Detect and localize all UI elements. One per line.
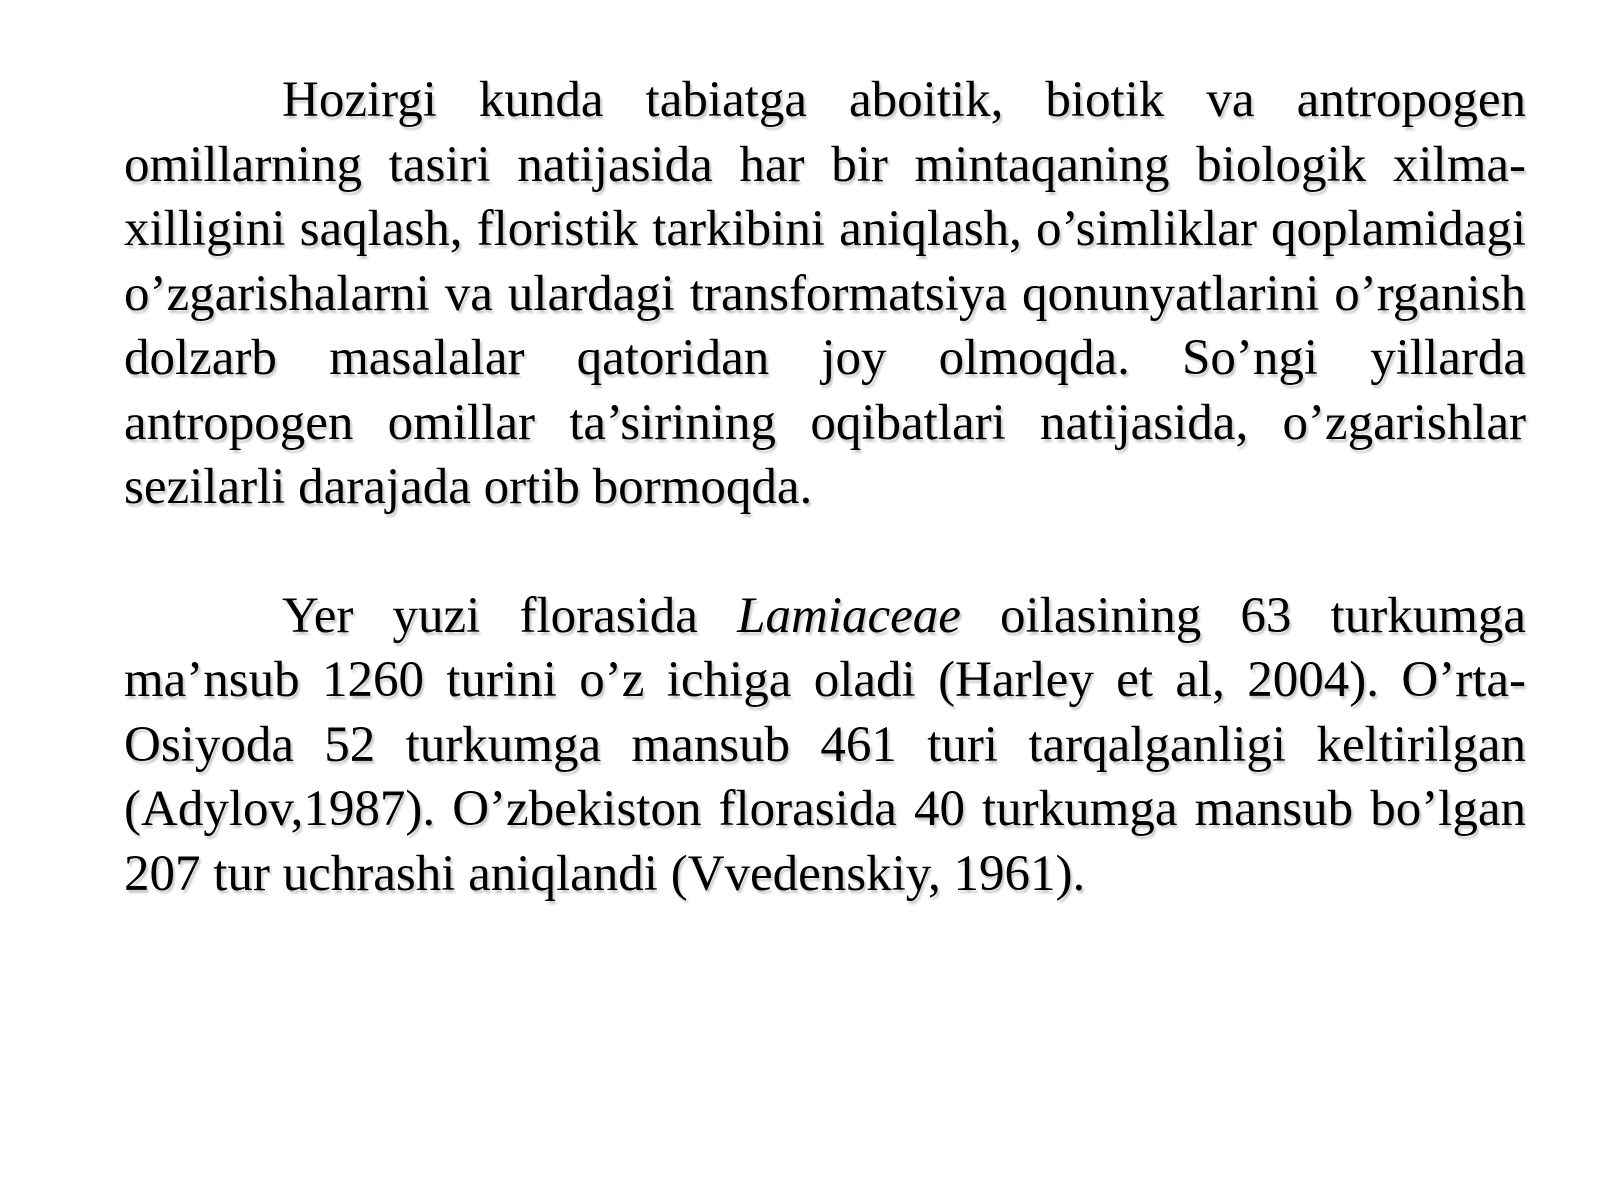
document-page — [124, 68, 1526, 906]
taxon-name: Lamiaceae — [737, 587, 961, 644]
paragraph-2 — [124, 584, 1526, 907]
paragraph-1-text: Hozirgi kunda tabiatga aboitik, biotik va antropogen omillarning tasiri natijasida har bir mintaqaning biologik xilma-xilligini saqlash, floristik tarkibini aniqlash, o’simliklar qoplamidagi o’zgarishalarni va ulardagi transformatsiya qonunyatlarini o’rganish dolzarb masalalar qatoridan joy olmoqda. So’ngi yillarda antropogen omillar ta’sirining oqibatlari natijasida, o’zgarishlar sezilarli darajada ortib bormoqda. — [124, 72, 1526, 515]
paragraph-2-lead: Yer yuzi florasida — [282, 587, 738, 644]
paragraph-2-rest: oilasining 63 turkumga ma’nsub 1260 turini o’z ichiga oladi (Harley et al, 2004). O’rta-Osiyoda 52 turkumga mansub 461 turi tarqalganligi keltirilgan (Adylov,1987). O’zbekiston florasida 40 turkumga mansub bo’lgan 207 tur uchrashi aniqlandi (Vvedenskiy, 1961). — [124, 587, 1527, 902]
paragraph-1 — [124, 68, 1526, 520]
